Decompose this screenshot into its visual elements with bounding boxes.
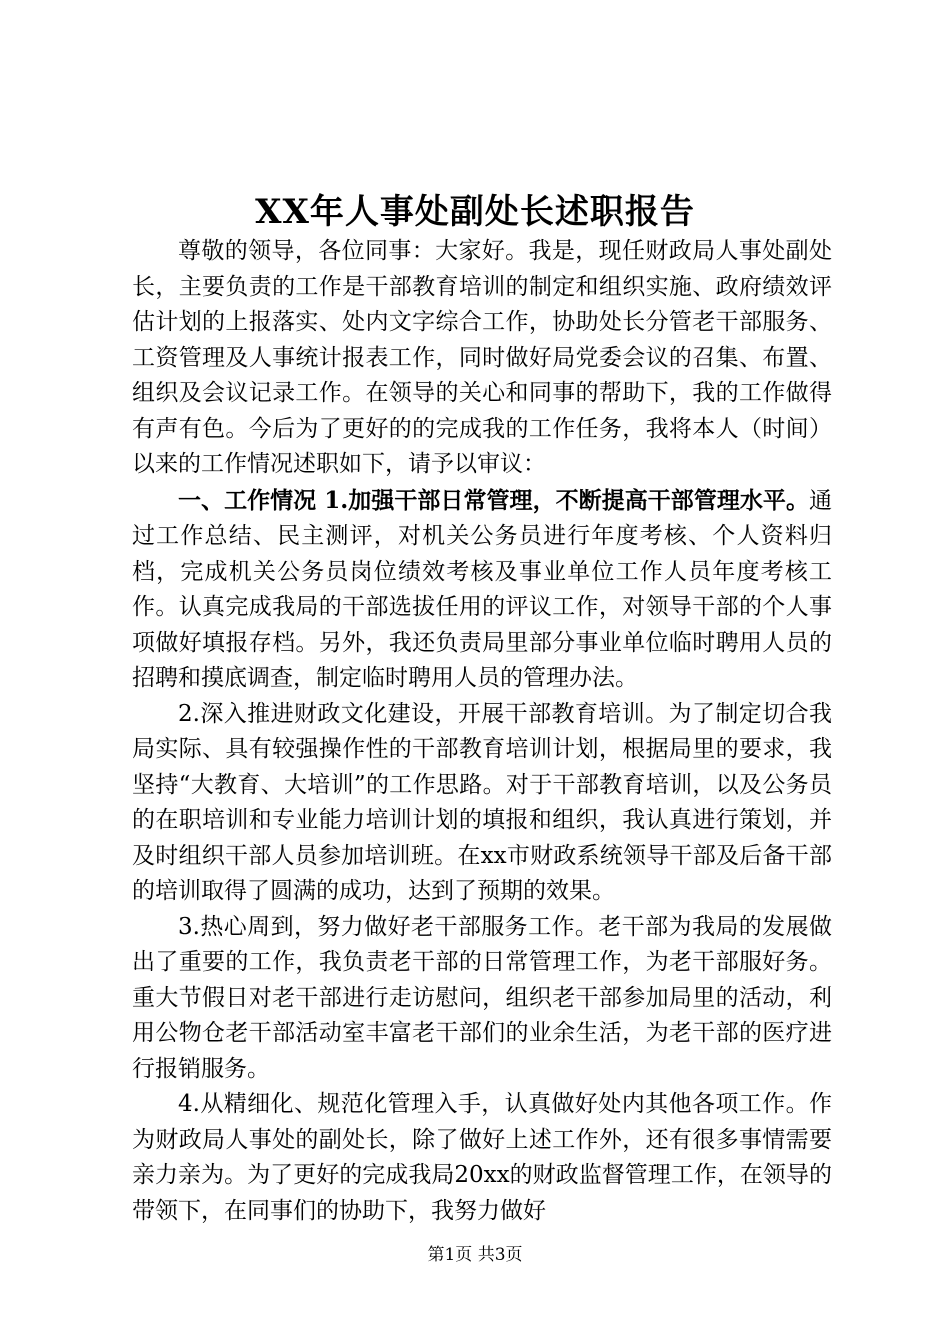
section-one-text: 通过工作总结、民主测评，对机关公务员进行年度考核、个人资料归档，完成机关公务员岗位绩效考核及事业单位工作人员年度考核工作。认真完成我局的干部选拔任用的评议工作，对领导干部的个人事项做好填报存档。另外，我还负责局里部分事业单位临时聘用人员的招聘和摸底调查，制定临时聘用人员的管理办法。 — [132, 487, 832, 691]
item-four-paragraph: 4.从精细化、规范化管理入手，认真做好处内其他各项工作。作为财政局人事处的副处长，除了做好上述工作外，还有很多事情需要亲力亲为。为了更好的完成我局20xx的财政监督管理工作，在领导的带领下，在同事们的协助下，我努力做好 — [132, 1091, 832, 1224]
section-one-paragraph — [132, 483, 832, 697]
document-body — [132, 234, 832, 1229]
page-footer: 第1页 共3页 — [427, 1245, 523, 1265]
intro-paragraph: 尊敬的领导，各位同事：大家好。我是，现任财政局人事处副处长，主要负责的工作是干部教育培训的制定和组织实施、政府绩效评估计划的上报落实、处内文字综合工作，协助处长分管老干部服务、工资管理及人事统计报表工作，同时做好局党委会议的召集、布置、组织及会议记录工作。在领导的关心和同事的帮助下，我的工作做得有声有色。今后为了更好的的完成我的工作任务，我将本人（时间）以来的工作情况述职如下，请予以审议： — [132, 238, 832, 477]
item-three-paragraph: 3.热心周到，努力做好老干部服务工作。老干部为我局的发展做出了重要的工作，我负责老干部的日常管理工作，为老干部服好务。重大节假日对老干部进行走访慰问，组织老干部参加局里的活动，利用公物仓老干部活动室丰富老干部们的业余生活，为老干部的医疗进行报销服务。 — [132, 913, 832, 1082]
item-two-paragraph: 2.深入推进财政文化建设，开展干部教育培训。为了制定切合我局实际、具有较强操作性的干部教育培训计划，根据局里的要求，我坚持“大教育、大培训”的工作思路。对于干部教育培训，以及公务员的在职培训和专业能力培训计划的填报和组织，我认真进行策划，并及时组织干部人员参加培训班。在xx市财政系统领导干部及后备干部的培训取得了圆满的成功，达到了预期的效果。 — [132, 700, 832, 904]
document-title: XX年人事处副处长述职报告 — [255, 192, 695, 232]
section-one-heading: 一、工作情况 1.加强干部日常管理，不断提高干部管理水平。 — [178, 486, 809, 514]
